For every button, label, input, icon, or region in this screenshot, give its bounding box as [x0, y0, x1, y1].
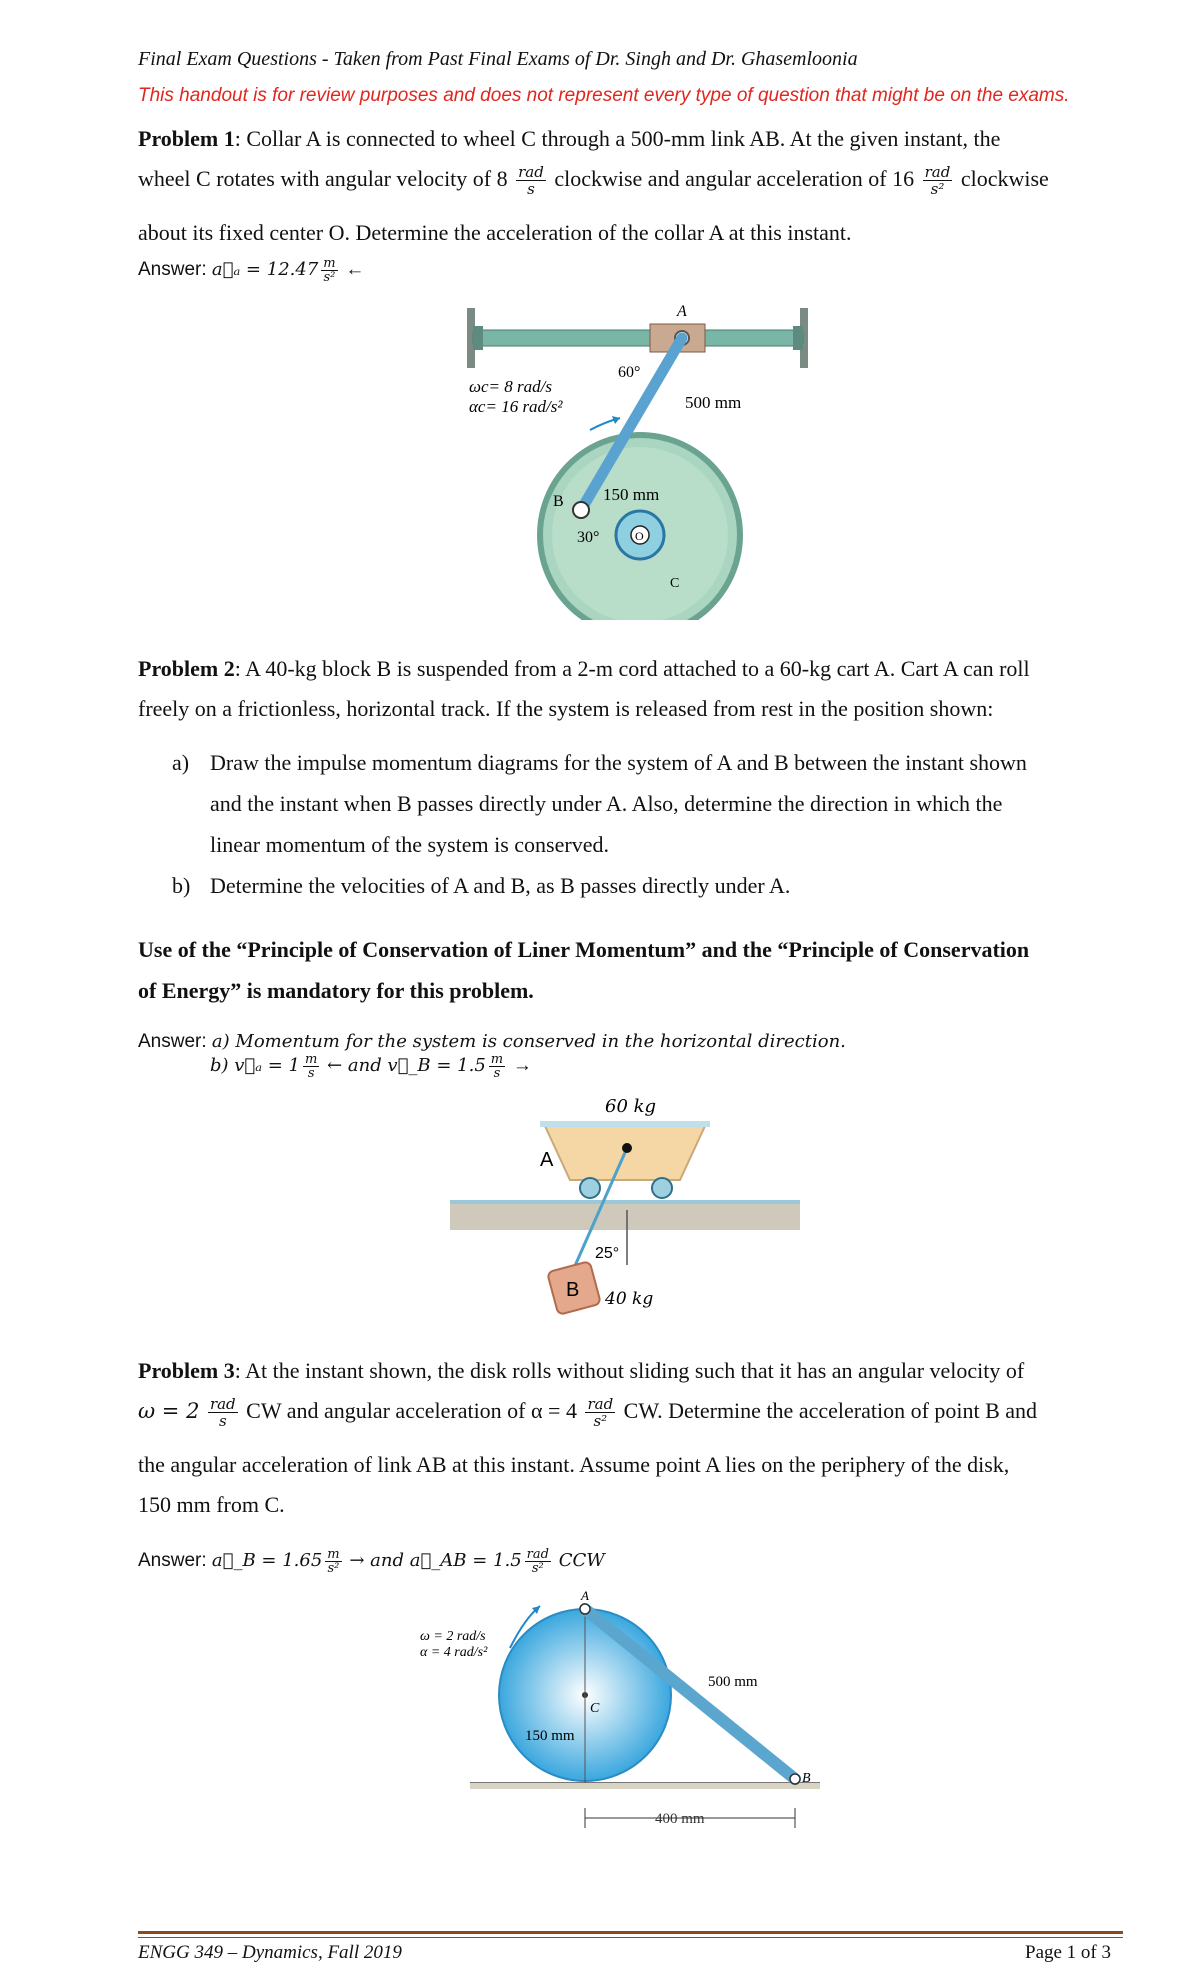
rolling-disk-figure [390, 1578, 850, 1848]
problem-2-answer-a: Answer: a) Momentum for the system is conserved in the horizontal direction. [138, 1031, 846, 1052]
label-C: C [670, 576, 680, 591]
p2-item-a-line-1: Draw the impulse momentum diagrams for the system of A and B between the instant shown [210, 750, 1027, 775]
rad-per-s2-fraction: $\frac{\text{rad}}{\text{s²}}$ [924, 163, 951, 199]
label-cart-A: A [540, 1149, 554, 1171]
problem-3-line-1: Problem 3: At the instant shown, the disk rolls without sliding such that it has an angular velocity of [138, 1358, 1025, 1383]
label-30-deg: 30° [577, 529, 600, 546]
problem-1-line-3: about its fixed center O. Determine the acceleration of the collar A at this instant. [138, 220, 852, 245]
footer-course: ENGG 349 – Dynamics, Fall 2019 [138, 1942, 402, 1963]
problem-1-line-2: wheel C rotates with angular velocity of 8 $\frac{\text{rad}}{s}$ clockwise and angular acceleration of 16 $\frac{\text{rad}}{\text{s²}}$ clockwise [138, 163, 1049, 199]
problem-3-line-4: 150 mm from C. [138, 1492, 285, 1517]
label-A: A [581, 1588, 589, 1603]
page-header-title: Final Exam Questions - Taken from Past Final Exams of Dr. Singh and Dr. Ghasemloonia [138, 48, 858, 70]
cart-block-figure [440, 1090, 810, 1320]
p2-mandatory-line-2: of Energy” is mandatory for this problem. [138, 978, 534, 1003]
rad-per-s-fraction: $\frac{\text{rad}}{s}$ [518, 163, 544, 199]
p2-item-b-marker: b) [172, 873, 191, 898]
problem-3-line-3: the angular acceleration of link AB at this instant. Assume point A lies on the periphery of the disk, [138, 1452, 1010, 1477]
p2-item-a-line-3: linear momentum of the system is conserved. [210, 832, 609, 857]
label-25-deg: 25° [595, 1245, 620, 1262]
p2-item-a-line-2: and the instant when B passes directly under A. Also, determine the direction in which the [210, 791, 1003, 816]
problem-2-line-2: freely on a frictionless, horizontal track. If the system is released from rest in the position shown: [138, 696, 994, 721]
label-150mm: 150 mm [525, 1728, 575, 1744]
label-omega: ω = 2 rad/s [420, 1629, 486, 1644]
label-alpha-c: αc= 16 rad/s² [469, 397, 563, 416]
label-A: A [677, 303, 687, 320]
label-O: O [635, 529, 644, 543]
footer-rule [138, 1931, 1123, 1934]
label-150mm: 150 mm [603, 485, 660, 504]
label-40kg: 40 kg [605, 1289, 654, 1309]
problem-3-label: Problem 3 [138, 1358, 235, 1383]
disclaimer: This handout is for review purposes and does not represent every type of question that might be on the exams. [138, 85, 1070, 106]
label-60-deg: 60° [618, 364, 641, 381]
p2-mandatory-line-1: Use of the “Principle of Conservation of Liner Momentum” and the “Principle of Conservation [138, 937, 1030, 962]
p2-item-a-marker: a) [172, 750, 190, 775]
problem-1-answer: Answer: a⃗ₐ = 12.47 $\frac{m}{\text{s²}}$ ← [138, 256, 365, 285]
label-omega-c: ωc= 8 rad/s [469, 377, 552, 396]
collar-wheel-figure [455, 300, 825, 620]
problem-2-line-1: Problem 2: A 40-kg block B is suspended from a 2-m cord attached to a 60-kg cart A. Cart A can roll [138, 656, 1030, 681]
label-500mm: 500 mm [685, 393, 742, 412]
label-C: C [590, 1701, 600, 1716]
problem-3-answer: Answer: a⃗_B = 1.65 $\frac{m}{\text{s²}}$ → and a⃗_AB = 1.5 $\frac{\text{rad}}{\text{s²}}$ CCW [138, 1547, 605, 1576]
problem-1-label: Problem 1 [138, 126, 235, 151]
label-block-B: B [566, 1279, 580, 1301]
label-alpha: α = 4 rad/s² [420, 1645, 488, 1660]
p2-item-b-line-1: Determine the velocities of A and B, as B passes directly under A. [210, 873, 791, 898]
label-B: B [553, 493, 564, 510]
problem-1-line-1: Problem 1: Collar A is connected to wheel C through a 500-mm link AB. At the given instant, the [138, 126, 1001, 151]
footer-page-number: Page 1 of 3 [1025, 1942, 1112, 1963]
problem-3-line-2: ω = 2 $\frac{\text{rad}}{s}$ CW and angular acceleration of α = 4 $\frac{\text{rad}}{\text{s²}}$ CW. Determine the acceleration of point B and [138, 1395, 1038, 1431]
footer-rule-thin [138, 1937, 1123, 1938]
label-500mm: 500 mm [708, 1674, 758, 1690]
problem-2-label: Problem 2 [138, 656, 235, 681]
label-60kg: 60 kg [605, 1096, 657, 1117]
label-400mm: 400 mm [655, 1811, 705, 1827]
label-B: B [802, 1771, 811, 1786]
problem-2-answer-b: b) v⃗ₐ = 1 $\frac{m}{s}$ ← and v⃗_B = 1.5 $\frac{m}{s}$ → [210, 1052, 532, 1081]
